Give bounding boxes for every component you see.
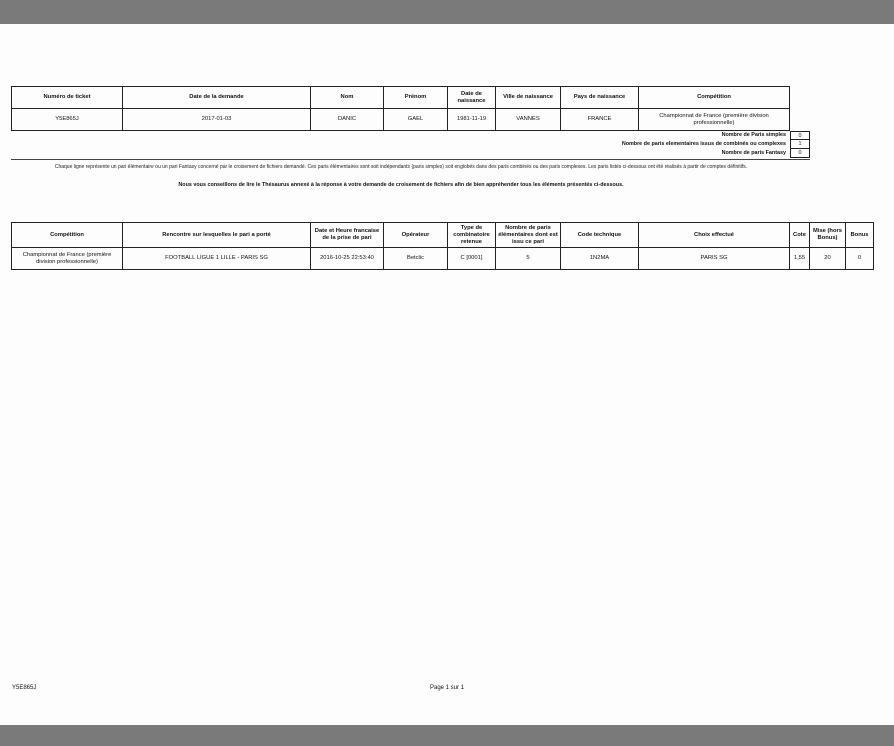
cell-stake: 20 <box>810 248 846 270</box>
summary-simple-label: Nombre de Paris simples <box>721 132 786 138</box>
header-birth-date: Date de naissance <box>448 87 496 109</box>
cell-elementary-bets-count: 5 <box>496 248 561 270</box>
header-choice: Choix effectué <box>639 223 790 248</box>
cell-choice: PARIS SG <box>639 248 790 270</box>
header-last-name: Nom <box>311 87 384 109</box>
ticket-data-row <box>12 109 790 131</box>
summary-fantasy-row <box>11 149 810 158</box>
header-operator: Opérateur <box>384 223 448 248</box>
summary-combined-label: Nombre de paris elementaires issus de combinés ou complexes <box>621 141 786 147</box>
divider <box>11 159 810 160</box>
cell-match: FOOTBALL LIGUE 1 LILLE - PARIS SG <box>123 248 311 270</box>
explanatory-note: Chaque ligne représente un pari élémentaire ou un pari Fantasy concerné par le croisement de fichiers demandé. Ces paris élémentaires sont soit indépendants (paris simples) soit englobés dans des paris combinés ou des paris complexes. Les paris listés ci-dessous ont été réalisés à partir de comptes définitifs. <box>54 164 748 170</box>
cell-operator: Betclic <box>384 248 448 270</box>
summary-combined-value: 1 <box>790 140 810 149</box>
cell-combination-type: C [0001] <box>448 248 496 270</box>
cell-odds: 1,55 <box>790 248 810 270</box>
cell-first-name: GAEL <box>384 109 448 131</box>
cell-last-name: DANIC <box>311 109 384 131</box>
summary-fantasy-value: 0 <box>790 149 810 158</box>
cell-bet-datetime: 2016-10-25 22:53:40 <box>311 248 384 270</box>
cell-competition: Championnat de France (première division professionnelle) <box>12 248 123 270</box>
footer-reference: Y5E865J <box>12 685 37 691</box>
document-page <box>0 24 894 725</box>
bets-header-row <box>12 223 874 248</box>
summary-simple-value: 0 <box>790 131 810 140</box>
ticket-header-row <box>12 87 790 109</box>
header-competition: Compétition <box>639 87 790 109</box>
viewer-bottom-bar <box>0 725 894 746</box>
bets-table <box>11 222 874 270</box>
header-ticket-number: Numéro de ticket <box>12 87 123 109</box>
cell-ticket-number: Y5E865J <box>12 109 123 131</box>
header-technical-code: Code technique <box>561 223 639 248</box>
header-birth-country: Pays de naissance <box>561 87 639 109</box>
summary-combined-row <box>11 140 810 149</box>
page-number: Page 1 sur 1 <box>429 685 465 691</box>
header-stake: Mise (hors Bonus) <box>810 223 846 248</box>
cell-birth-city: VANNES <box>496 109 561 131</box>
bet-count-summary <box>11 131 810 158</box>
header-competition: Compétition <box>12 223 123 248</box>
cell-technical-code: 1N2MA <box>561 248 639 270</box>
header-elementary-bets-count: Nombre de paris élémentaires dont est issu ce pari <box>496 223 561 248</box>
cell-birth-date: 1981-11-19 <box>448 109 496 131</box>
thesaurus-advice: Nous vous conseillons de lire le Thésaurus annexé à la réponse à votre demande de croisement de fichiers afin de bien appréhender tous les éléments présentés ci-dessous. <box>178 182 624 188</box>
cell-bonus: 0 <box>846 248 874 270</box>
header-match: Rencontre sur lesquelles le pari a porté <box>123 223 311 248</box>
header-request-date: Date de la demande <box>123 87 311 109</box>
ticket-info-table <box>11 86 790 131</box>
header-bonus: Bonus <box>846 223 874 248</box>
header-birth-city: Ville de naissance <box>496 87 561 109</box>
summary-fantasy-label: Nombre de paris Fantasy <box>721 150 786 156</box>
cell-request-date: 2017-01-03 <box>123 109 311 131</box>
cell-birth-country: FRANCE <box>561 109 639 131</box>
header-first-name: Prénom <box>384 87 448 109</box>
cell-competition: Championnat de France (première division professionnelle) <box>639 109 790 131</box>
header-combination-type: Type de combinatoire retenue <box>448 223 496 248</box>
table-row <box>12 248 874 270</box>
header-bet-datetime: Date et Heure francaise de la prise de pari <box>311 223 384 248</box>
header-odds: Cote <box>790 223 810 248</box>
summary-simple-row <box>11 131 810 140</box>
